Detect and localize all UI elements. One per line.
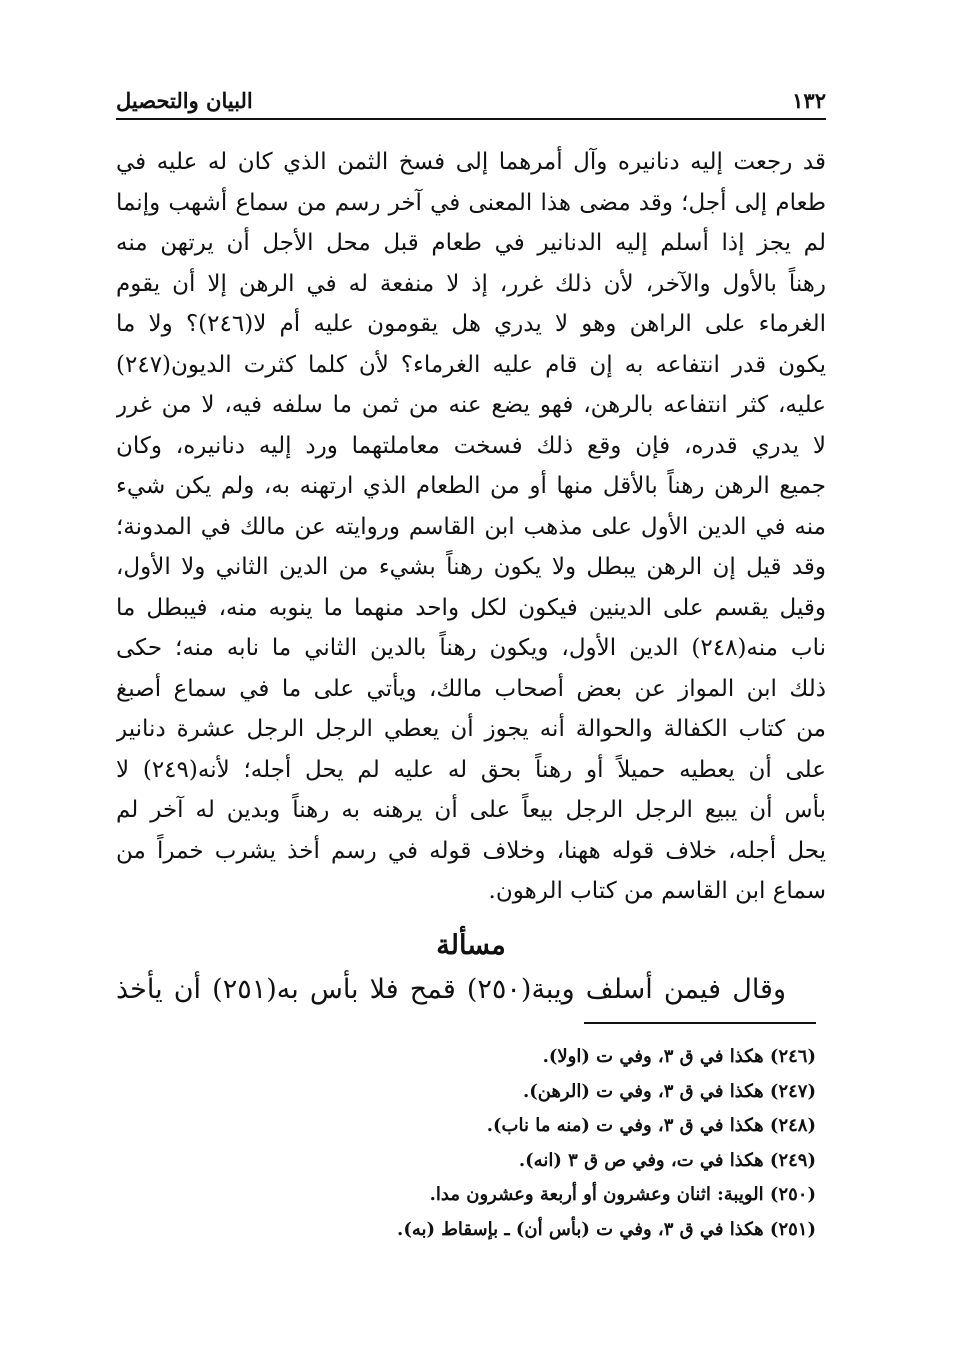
text-line: طعام إلى أجل؛ وقد مضى هذا المعنى في آخر رسم من سماع أشهب وإنما	[116, 189, 826, 216]
section-first-line: وقال فيمن أسلف ويبة(٢٥٠) قمح فلا بأس به(٢٥١) أن يأخذ	[116, 974, 786, 1005]
text-line: رهناً بالأول والآخر، لأن ذلك غرر، إذ لا منفعة له في الرهن إلا أن يقوم	[116, 270, 826, 297]
text-line: منه في الدين الأول على مذهب ابن القاسم وروايته عن مالك في المدونة؛	[116, 513, 826, 540]
text-line: بأس أن يبيع الرجل الرجل بيعاً على أن يرهنه به رهناً وبدين له آخر لم	[116, 797, 826, 823]
footnote: (٢٤٦) هكذا في ق ٣، وفي ت (اولا).	[542, 1046, 816, 1067]
text-line: الغرماء على الراهن وهو لا يدري هل يقومون عليه أم لا(٢٤٦)؟ ولا ما	[116, 311, 826, 337]
section-title: مسألة	[436, 930, 506, 961]
main-text	[116, 142, 826, 912]
page-header	[116, 78, 826, 120]
text-line: وقيل يقسم على الدينين فيكون لكل واحد منهما ما ينوبه منه، فيبطل ما	[116, 594, 826, 621]
text-line: لم يجز إذا أسلم إليه الدنانير في طعام قبل محل الأجل أن يرتهن منه	[116, 230, 826, 256]
text-line: ناب منه(٢٤٨) الدين الأول، ويكون رهناً بالدين الثاني ما نابه منه؛ حكى	[116, 635, 826, 661]
footnote: (٢٤٨) هكذا في ق ٣، وفي ت (منه ما ناب).	[486, 1115, 816, 1136]
page-number: ١٣٢	[792, 88, 826, 113]
text-line: لا يدري قدره، فإن وقع ذلك فسخت معاملتهما ورد إليه دنانيره، وكان	[116, 432, 826, 459]
footnote: (٢٤٧) هكذا في ق ٣، وفي ت (الرهن).	[522, 1080, 816, 1102]
footnotes	[116, 1040, 816, 1247]
footnote: (٢٤٩) هكذا في ت، وفي ص ق ٣ (انه).	[518, 1149, 816, 1171]
footnote-divider	[584, 1022, 816, 1024]
text-line: ذلك ابن المواز عن بعض أصحاب مالك، ويأتي على ما في سماع أصبغ	[116, 675, 826, 702]
text-line: جميع الرهن رهناً بالأقل منها أو من الطعام الذي ارتهنه به، ولم يكن شيء	[116, 473, 826, 499]
text-line: يحل أجله، خلاف قوله ههنا، وخلاف قوله في رسم أخذ يشرب خمراً من	[116, 837, 826, 864]
footnote: (٢٥٠) الويبة: اثنان وعشرون أو أربعة وعشرون مدا.	[429, 1184, 816, 1205]
text-line: سماع ابن القاسم من كتاب الرهون.	[488, 878, 826, 904]
text-line: وقد قيل إن الرهن يبطل ولا يكون رهناً بشيء من الدين الثاني ولا الأول،	[116, 554, 826, 580]
footnote: (٢٥١) هكذا في ق ٣، وفي ت (بأس أن) ـ بإسقاط (به).	[397, 1218, 816, 1240]
running-title: البيان والتحصيل	[116, 88, 253, 113]
text-line: يكون قدر انتفاعه به إن قام عليه الغرماء؟ لأن كلما كثرت الديون(٢٤٧)	[116, 351, 826, 378]
text-line: عليه، كثر انتفاعه بالرهن، فهو يضع عنه من ثمن ما سلفه فيه، لا من غرر	[116, 392, 826, 418]
text-line: قد رجعت إليه دنانيره وآل أمرهما إلى فسخ الثمن الذي كان له عليه في	[116, 149, 826, 175]
text-line: من كتاب الكفالة والحوالة أنه يجوز أن يعطي الرجل الرجل عشرة دنانير	[116, 716, 826, 742]
text-line: على أن يعطيه حميلاً أو رهناً بحق له عليه لم يحل أجله؛ لأنه(٢٤٩) لا	[116, 756, 826, 783]
